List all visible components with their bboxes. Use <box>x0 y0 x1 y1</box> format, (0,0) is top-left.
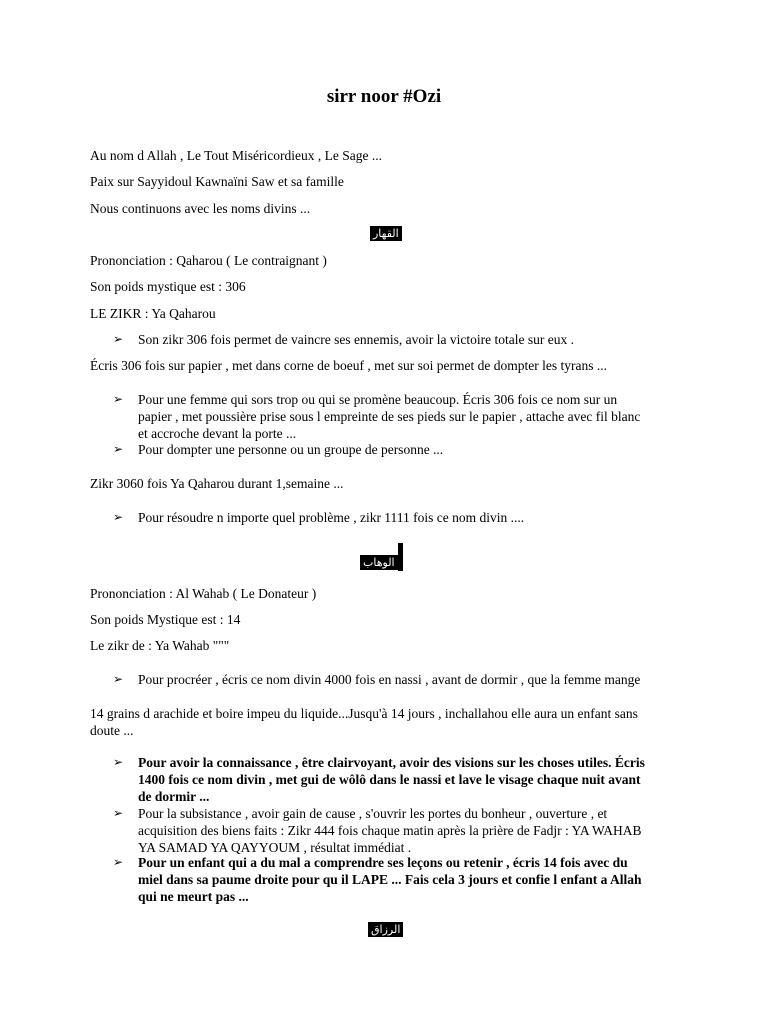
bullet-text-line: YA SAMAD YA QAYYOUM , résultat immédiat . <box>138 840 412 855</box>
arabic-name-qahhar: القهار <box>370 226 402 241</box>
page-title: sirr noor #Ozi <box>326 86 442 107</box>
intro-line-3: Nous continuons avec les noms divins ... <box>90 201 311 216</box>
zikr-wahhab: Le zikr de : Ya Wahab """ <box>90 638 230 653</box>
paragraph-qahhar: Écris 306 fois sur papier , met dans corne de boeuf , met sur soi permet de dompter les tyrans ... <box>90 358 607 373</box>
bullet-text: Son zikr 306 fois permet de vaincre ses ennemis, avoir la victoire totale sur eux . <box>138 332 574 347</box>
bullet-text-line: papier , met poussière prise sous l empreinte de ses pieds sur le papier , attache avec fil blanc <box>138 409 641 424</box>
bullet-text: Pour résoudre n importe quel problème , zikr 1111 fois ce nom divin .... <box>138 510 525 525</box>
bullet-text-line: Pour la subsistance , avoir gain de cause , s'ouvrir les portes du bonheur , ouverture , et <box>138 806 608 821</box>
bullet-arrow-icon: ➢ <box>113 392 124 406</box>
bullet-text-line: et accroche devant la porte ... <box>138 426 297 441</box>
list-item <box>113 441 673 458</box>
list-item <box>113 754 673 805</box>
bullet-arrow-icon: ➢ <box>113 755 124 769</box>
paragraph-line: doute ... <box>90 723 134 738</box>
list-item <box>113 391 673 442</box>
intro-line-2: Paix sur Sayyidoul Kawnaïni Saw et sa famille <box>90 174 344 189</box>
bullet-arrow-icon: ➢ <box>113 855 124 869</box>
bullet-arrow-icon: ➢ <box>113 442 124 456</box>
weight-wahhab: Son poids Mystique est : 14 <box>90 612 241 627</box>
bullet-text-line: acquisition des biens faits : Zikr 444 fois chaque matin après la prière de Fadjr : YA WAHAB <box>138 823 642 838</box>
pronunciation-wahhab: Prononciation : Al Wahab ( Le Donateur ) <box>90 586 317 601</box>
bullet-text-line: 1400 fois ce nom divin , met gui de wôlô dans le nassi et lave le visage chaque nuit avant <box>138 772 641 787</box>
arabic-name-wahhab: الوهاب <box>360 555 398 570</box>
bullet-text-line: de dormir ... <box>138 789 210 804</box>
bullet-text-line: Pour un enfant qui a du mal a comprendre ses leçons ou retenir , écris 14 fois avec du <box>138 855 628 870</box>
bullet-text: Pour procréer , écris ce nom divin 4000 fois en nassi , avant de dormir , que la femme mange <box>138 672 641 687</box>
list-item <box>113 854 673 905</box>
bullet-arrow-icon: ➢ <box>113 806 124 820</box>
pronunciation-qahhar: Prononciation : Qaharou ( Le contraignant ) <box>90 253 327 268</box>
bullet-arrow-icon: ➢ <box>113 672 124 686</box>
list-item <box>113 509 673 526</box>
intro-line-1: Au nom d Allah , Le Tout Miséricordieux , Le Sage ... <box>90 148 383 163</box>
list-item <box>113 805 673 856</box>
bullet-text-line: miel dans sa paume droite pour qu il LAPE ... Fais cela 3 jours et confie l enfant a Allah <box>138 872 642 887</box>
bullet-arrow-icon: ➢ <box>113 332 124 346</box>
bullet-text-line: Pour une femme qui sors trop ou qui se promène beaucoup. Écris 306 fois ce nom sur un <box>138 392 618 407</box>
bullet-text-line: Pour avoir la connaissance , être clairvoyant, avoir des visions sur les choses utiles. Écris <box>138 755 645 770</box>
paragraph-line: 14 grains d arachide et boire impeu du liquide...Jusqu'à 14 jours , inchallahou elle aura un enfant sans <box>90 706 638 721</box>
black-mark <box>398 543 403 571</box>
arabic-name-razzaq: الرزاق <box>368 922 403 937</box>
list-item <box>113 331 673 348</box>
list-item <box>113 671 673 688</box>
zikr2-qahhar: Zikr 3060 fois Ya Qaharou durant 1,semaine ... <box>90 476 344 491</box>
weight-qahhar: Son poids mystique est : 306 <box>90 279 246 294</box>
bullet-text-line: qui ne meurt pas ... <box>138 889 249 904</box>
zikr-qahhar: LE ZIKR : Ya Qaharou <box>90 306 216 321</box>
bullet-arrow-icon: ➢ <box>113 510 124 524</box>
bullet-text: Pour dompter une personne ou un groupe de personne ... <box>138 442 444 457</box>
